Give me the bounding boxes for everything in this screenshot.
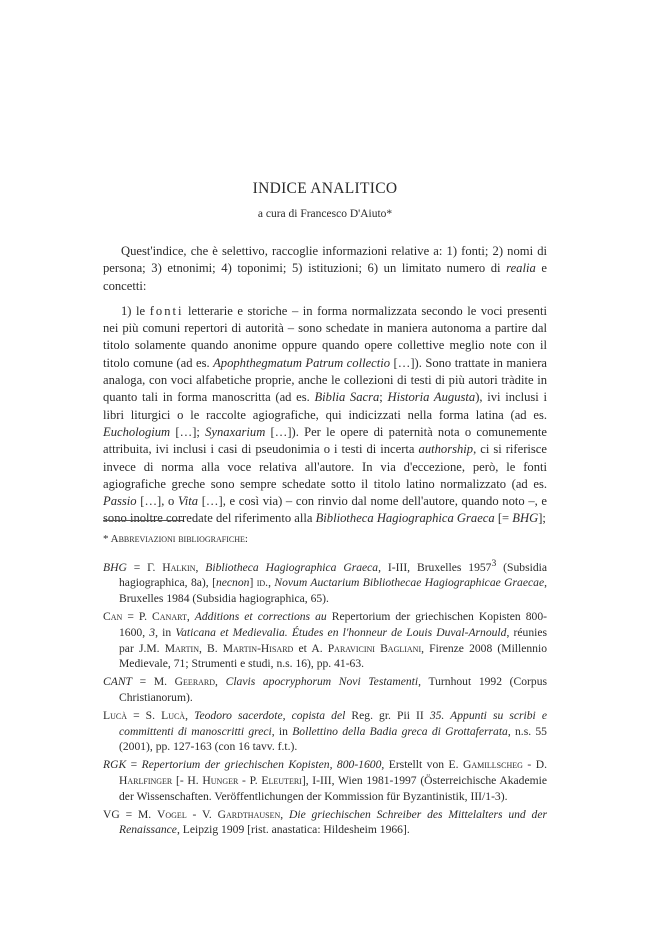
text-run: authorship <box>418 442 474 457</box>
text-run: Quest'indice, che è selettivo, raccoglie informazioni relative a: 1) fonti; 2) nomi di persona; 3) etnonimi; 4) toponimi; 5) istituzioni; 6) un limitato numero di <box>103 244 547 276</box>
text-run: , Erstellt von E. <box>381 758 463 772</box>
text-run: , Bruxelles 1984 (Subsidia hagiographica, 65). <box>119 576 547 606</box>
text-run: Vita <box>178 494 199 509</box>
text-run: et A. <box>293 641 328 655</box>
text-run: CANT <box>103 675 132 689</box>
text-run: Euchologium <box>103 424 171 439</box>
text-run: Vogel <box>157 807 187 821</box>
text-run: , <box>215 675 226 689</box>
text-run: 3 <box>491 557 497 569</box>
footnote-entry-rgk <box>103 757 547 804</box>
text-run: Passio <box>103 494 137 509</box>
text-run: e concetti: <box>103 261 547 293</box>
text-run: [- H. <box>172 774 203 788</box>
text-run: , Firenze 2008 (Millennio Medievale, 71; Strumenti e studi, n.s. 16), pp. 41-63. <box>119 641 547 671</box>
text-run: , I-III, Bruxelles 1957 <box>378 560 492 574</box>
text-run: = Γ. <box>126 560 163 574</box>
text-run: […], e così via) – con rinvio dal nome dell'autore, quando noto –, e sono inoltre corredate del riferimento alla <box>103 494 548 526</box>
sources-paragraph <box>103 303 547 528</box>
text-run: = <box>126 758 142 772</box>
text-run: Reg. gr. Pii II <box>345 708 430 722</box>
text-run: , <box>268 576 275 590</box>
text-run: (Subsidia hagiographica, 8a), [ <box>119 560 547 590</box>
text-run: , <box>185 708 195 722</box>
text-run: […]; <box>170 424 206 439</box>
text-run: [= <box>494 511 513 526</box>
text-run: , ci si riferisce invece di norma alla voce relativa all'autore. In via d'eccezione, però, le fonti agiografiche greche sono sempre schedate sotto il titolo latino normalizzato (ad es. <box>103 442 547 491</box>
text-run: Halkin <box>162 560 196 574</box>
page-title: INDICE ANALITICO <box>252 180 398 197</box>
text-run: ], I-III, Wien 1981-1997 (Österreichische Akademie der Wissenschaften. Veröffentlichungen der Kommission für Byzantinistik, III/1-3). <box>119 774 547 803</box>
text-run: RGK <box>103 758 127 772</box>
text-run: , Leipzig 1909 [rist. anastatica: Hildesheim 1966]. <box>176 823 410 837</box>
text-run: 3 <box>149 625 156 639</box>
text-run: , in <box>271 724 293 738</box>
text-run: , <box>195 560 206 574</box>
footnote-entry-vg <box>103 807 547 839</box>
text-run: BHG <box>512 511 539 526</box>
footnote-entry-bhg <box>103 556 547 607</box>
text-run: , <box>280 807 289 821</box>
text-run: Repertorium der griechischen Kopisten 800-1600, <box>119 610 548 639</box>
footnote-entry-luca <box>103 708 547 755</box>
text-run: ; <box>379 390 388 405</box>
text-run: Biblia Sacra <box>314 390 380 405</box>
intro-paragraph <box>103 243 547 295</box>
text-run: Can <box>103 610 123 624</box>
text-run: […]). Per le opere di paternità nota o comunemente attribuita, ivi inclusi i casi di pseudonimia o i testi di incerta <box>103 424 548 457</box>
footnote-heading: * Abbreviazioni bibliografiche: <box>103 533 248 545</box>
text-run: Die griechischen Schreiber des Mittelalters und der Renaissance <box>119 807 548 837</box>
text-run: Bibliotheca Hagiographica Graeca <box>205 560 379 574</box>
text-run: , Turnhout 1992 (Corpus Christianorum). <box>119 675 548 705</box>
text-run: Lucà <box>103 708 127 722</box>
text-run: Harlfinger <box>119 774 173 788</box>
text-run: Martin <box>164 641 199 655</box>
text-run: Hunger <box>202 774 239 788</box>
text-run: Lucà <box>161 708 186 722</box>
text-run: 35. Appunti su scribi e committenti di manoscritti greci <box>119 708 547 738</box>
text-run: […]). Sono trattate in maniera analoga, con voci alfabetiche proprie, anche le collezioni di testi di più autori tràdite in quanto tali in forma manoscritta (ad es. <box>103 355 547 405</box>
text-run: Bibliotheca Hagiographica Graeca <box>315 511 495 526</box>
body-text <box>103 243 547 528</box>
page-subtitle: a cura di Francesco D'Aiuto* <box>257 208 393 220</box>
text-run: Clavis apocryphorum Novi Testamenti <box>225 675 419 689</box>
text-run: - V. <box>186 807 218 821</box>
text-run: , réunies par J.M. <box>119 625 548 655</box>
text-run: Additions et corrections au <box>194 610 327 624</box>
text-run: Teodoro sacerdote, copista del <box>194 708 346 722</box>
text-run: Repertorium der griechischen Kopisten, 800-1600 <box>141 758 382 772</box>
text-run: Paravicini Bagliani <box>327 641 422 655</box>
text-run: necnon <box>215 576 250 590</box>
text-run: = S. <box>126 708 162 722</box>
text-run: Apophthegmatum Patrum collectio <box>213 355 391 370</box>
text-run: - D. <box>522 758 547 772</box>
text-run: Bollettino della Badia greca di Grottaferrata <box>292 724 508 738</box>
text-run: Martin-Hisard <box>222 641 294 655</box>
text-run: Geerard <box>174 675 216 689</box>
text-run: ] <box>249 576 257 590</box>
text-run: Synaxarium <box>205 424 266 439</box>
text-run: Gardthausen <box>217 807 281 821</box>
text-run: realia <box>506 261 536 276</box>
text-run: letterarie e storiche – in forma normalizzata secondo le voci presenti nei più comuni repertori di autorità – sono schedate in maniera autonoma a partire dal titolo solamente quando anonime oppure quando opere collettive meglio note con il titolo comune (ad es. <box>103 303 547 370</box>
text-run: […], o <box>136 494 178 509</box>
text-run: Eleuteri <box>261 774 302 788</box>
text-run: BHG <box>103 560 127 574</box>
text-run: Vaticana et Medievalia. Études en l'honneur de Louis Duval-Arnould <box>175 625 507 639</box>
text-run: , n.s. 55 (2001), pp. 127-163 (con 16 tavv. f.t.). <box>119 724 547 754</box>
text-run: = M. <box>132 675 175 689</box>
text-run: = P. <box>122 610 153 624</box>
text-run: VG = M. <box>103 807 157 821</box>
text-run: 1) le <box>121 303 150 318</box>
text-run: - P. <box>238 774 262 788</box>
text-run: Novum Auctarium Bibliothecae Hagiographicae Graecae <box>274 576 545 590</box>
footnote-entry-cant <box>103 674 547 706</box>
footnote-entry-can <box>103 609 547 672</box>
text-run: Gamillscheg <box>462 758 523 772</box>
text-run: ), ivi inclusi i libri liturgici o le raccolte agiografiche, qui indicizzati nella forma latina (ad es. <box>103 390 547 422</box>
text-run: id. <box>256 576 269 590</box>
text-run: ]; <box>538 511 546 526</box>
text-run: , B. <box>198 641 223 655</box>
text-run: fonti <box>149 303 184 318</box>
footnote-rule <box>103 520 183 521</box>
text-run: Historia Augusta <box>387 390 476 405</box>
text-run: , <box>186 610 195 624</box>
text-run: Canart <box>152 610 187 624</box>
footnote <box>103 532 547 840</box>
text-run: , in <box>155 625 176 639</box>
